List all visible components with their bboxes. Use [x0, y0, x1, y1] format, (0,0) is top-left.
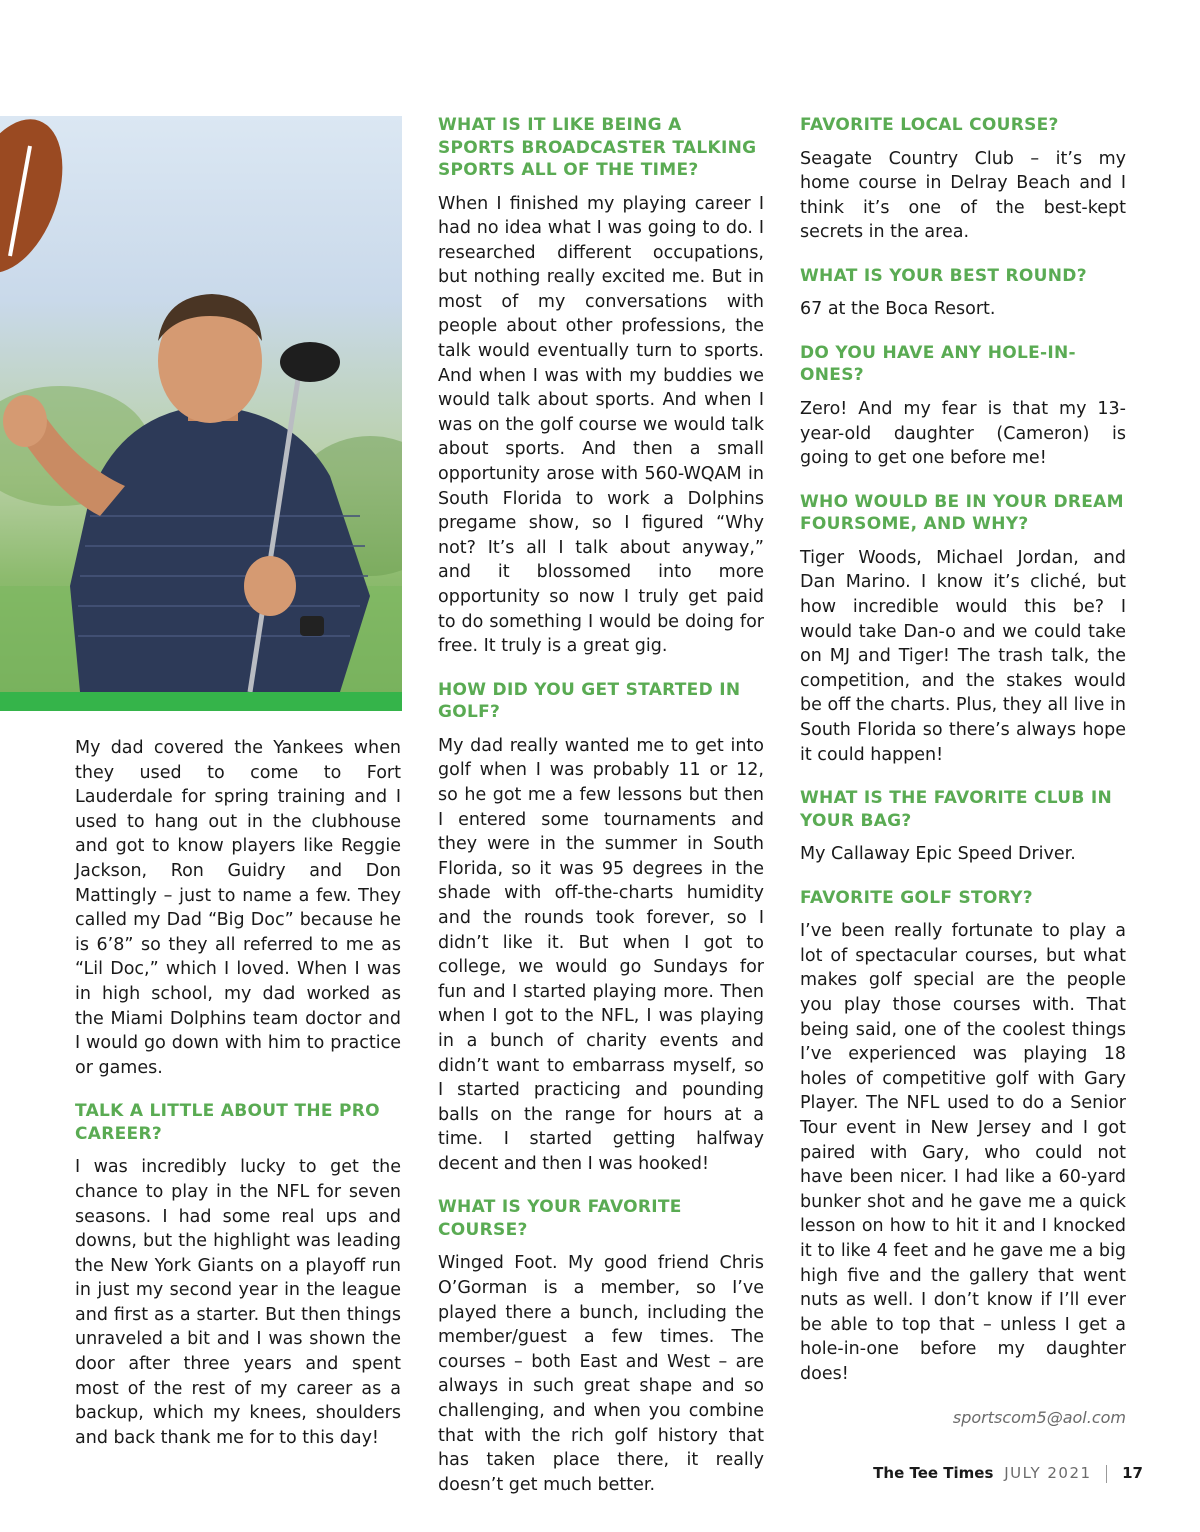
question-heading: FAVORITE GOLF STORY?	[800, 887, 1033, 908]
page-footer	[0, 1464, 1143, 1483]
answer-paragraph: When I finished my playing career I had no idea what I was going to do. I researched different occupations, but nothing really excited me. But in most of my conversations with people about other professions, the talk would eventually turn to sports. And when I was with my buddies we would talk about sports. And when I was on the golf course we would talk about sports. And then a small opportunity arose with 560-WQAM in South Florida to work a Dolphins pregame show, so I figured “Why not? It’s all I talk about anyway,” and it blossomed into more opportunity so now I truly get paid to do something I would be doing for free. It truly is a great gig.	[438, 193, 764, 657]
answer-paragraph: I was incredibly lucky to get the chance to play in the NFL for seven seasons. I had some real ups and downs, but the highlight was leading the New York Giants on a playoff run in just my second year in the league and first as a starter. But then things unraveled a bit and I was shown the door after three years and spent most of the rest of my career as a backup, which my knees, shoulders and back thank me for to this day!	[75, 1157, 401, 1448]
issue-date: JULY 2021	[1004, 1464, 1092, 1482]
golfer-illustration	[0, 116, 402, 692]
answer-paragraph: My Callaway Epic Speed Driver.	[800, 844, 1076, 865]
question-heading: DO YOU HAVE ANY HOLE-IN-ONES?	[800, 342, 1076, 386]
page-number: 17	[1122, 1464, 1143, 1482]
answer-paragraph: Winged Foot. My good friend Chris O’Gorman is a member, so I’ve played there a bunch, including the member/guest a few times. The courses – both East and West – are always in such great shape and so challenging, and when you combine that with the rich golf history that has taken place there, it really doesn’t get much better.	[438, 1253, 764, 1495]
feature-photo	[0, 116, 402, 692]
question-heading: WHAT IS THE FAVORITE CLUB IN YOUR BAG?	[800, 788, 1113, 831]
intro-paragraph: My dad covered the Yankees when they used to come to Fort Lauderdale for spring training and I used to hang out in the clubhouse and got to know players like Reggie Jackson, Ron Guidry and Don Mattingly – just to name a few. They called my Dad “Big Doc” because he is 6’8” so they all referred to me as “Lil Doc,” which I loved. When I was in high school, my dad worked as the Miami Dolphins team doctor and I would go down with him to practice or games.	[75, 738, 401, 1078]
column-2	[438, 114, 764, 1517]
answer-paragraph: 67 at the Boca Resort.	[800, 299, 996, 320]
author-email-link[interactable]: sportscom5@aol.com	[952, 1408, 1126, 1428]
answer-paragraph: Tiger Woods, Michael Jordan, and Dan Marino. I know it’s cliché, but how incredible would this be? I would take Dan-o and we could take on MJ and Tiger! The trash talk, the competition, and the stakes would be off the charts. Plus, they all live in South Florida so there’s always hope it could happen!	[800, 547, 1126, 765]
magazine-name: The Tee Times	[873, 1464, 994, 1482]
answer-paragraph: Seagate Country Club – it’s my home course in Delray Beach and I think it’s one of the best-kept secrets in the area.	[800, 148, 1126, 243]
football-icon	[0, 116, 82, 287]
question-heading: TALK A LITTLE ABOUT THE PRO CAREER?	[75, 1101, 380, 1144]
question-heading: WHO WOULD BE IN YOUR DREAM FOURSOME, AND WHY?	[800, 491, 1124, 535]
question-heading: WHAT IS YOUR BEST ROUND?	[800, 265, 1087, 286]
question-heading: WHAT IS IT LIKE BEING A SPORTS BROADCASTER TALKING SPORTS ALL OF THE TIME?	[438, 115, 757, 180]
accent-bar	[0, 692, 402, 711]
column-3	[800, 114, 1126, 1431]
answer-paragraph: My dad really wanted me to get into golf when I was probably 11 or 12, so he got me a few lessons but then I entered some tournaments and they were in the summer in South Florida, so it was 95 degrees in the shade with off-the-charts humidity and the rounds took forever, so I didn’t like it. But when I got to college, we would go Sundays for fun and I started playing more. Then when I got to the NFL, I was playing in a bunch of charity events and didn’t want to embarrass myself, so I started practicing and pounding balls on the range for hours at a time. I started getting halfway decent and then I was hooked!	[438, 735, 764, 1174]
footer-divider	[1106, 1465, 1107, 1483]
column-1	[75, 736, 401, 1470]
question-heading: FAVORITE LOCAL COURSE?	[800, 115, 1059, 135]
answer-paragraph: Zero! And my fear is that my 13-year-old daughter (Cameron) is going to get one before me!	[800, 398, 1126, 469]
question-heading: HOW DID YOU GET STARTED IN GOLF?	[438, 679, 741, 723]
question-heading: WHAT IS YOUR FAVORITE COURSE?	[438, 1197, 682, 1240]
answer-paragraph: I’ve been really fortunate to play a lot of spectacular courses, but what makes golf special are the people you play those courses with. That being said, one of the coolest things I’ve experienced was playing 18 holes of competitive golf with Gary Player. The NFL used to do a Senior Tour event in New Jersey and I got paired with Gary, who could not have been nicer. I had like a 60-yard bunker shot and he gave me a quick lesson on how to hit it and I knocked it to like 4 feet and he gave me a big high five and the gallery that went nuts as well. I don’t know if I’ll ever be able to top that – unless I get a hole-in-one before my daughter does!	[800, 921, 1126, 1384]
